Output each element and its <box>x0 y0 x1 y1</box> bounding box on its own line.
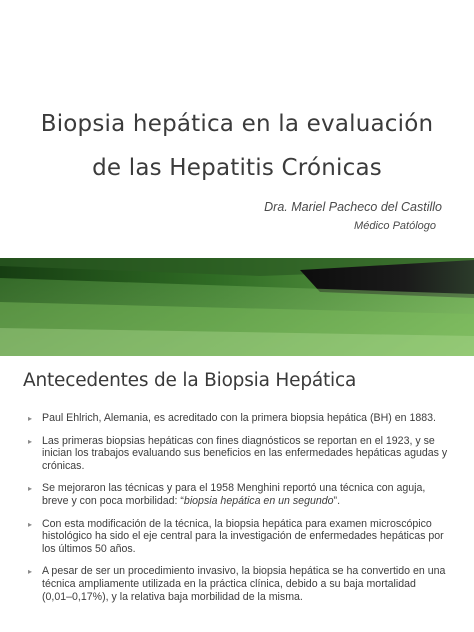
bullet-text: Con esta modificación de la técnica, la biopsia hepática para examen microscópico histológico ha sido el eje central para la investigación de enfermedades hepáticas por los últimos 50 años. <box>42 517 444 555</box>
slide-title-line-2: de las Hepatitis Crónicas <box>92 155 382 181</box>
bullet-item <box>28 482 448 507</box>
slide-title <box>0 102 474 190</box>
bullet-text: Paul Ehlrich, Alemania, es acreditado con la primera biopsia hepática (BH) en 1883. <box>42 412 436 424</box>
triangle-right-icon: ▸ <box>28 519 33 529</box>
bullet-item <box>28 412 448 425</box>
bullet-item <box>28 435 448 473</box>
content-slide <box>0 356 474 632</box>
bullet-list <box>28 412 448 613</box>
triangle-right-icon: ▸ <box>28 567 33 577</box>
bullet-item <box>28 518 448 556</box>
triangle-right-icon: ▸ <box>28 484 33 494</box>
bullet-text: A pesar de ser un procedimiento invasivo, la biopsia hepática se ha convertido en una técnica ampliamente utilizada en la práctica clínica, debido a su baja mortalidad (0,01–0,17%), y la relativa baja morbilidad de la misma. <box>42 565 446 603</box>
triangle-right-icon: ▸ <box>28 436 33 446</box>
green-banner-graphic <box>0 258 474 356</box>
triangle-right-icon: ▸ <box>28 414 33 423</box>
slide-title-line-1: Biopsia hepática en la evaluación <box>40 111 434 137</box>
bullet-text-after: ”. <box>333 494 341 507</box>
bullet-item <box>28 565 448 603</box>
author-name: Dra. Mariel Pacheco del Castillo <box>264 200 442 214</box>
content-slide-title: Antecedentes de la Biopsia Hepática <box>23 370 357 391</box>
bullet-text-before: Se mejoraron las técnicas y para el 1958 Menghini reportó una técnica con aguja, breve y con poca morbilidad: “ <box>42 482 426 507</box>
bullet-text: Las primeras biopsias hepáticas con fines diagnósticos se reportan en el 1923, y se inician los trabajos evaluando sus beneficios en las enfermedades hepáticas agudas y crónicas. <box>42 434 448 472</box>
author-role: Médico Patólogo <box>354 220 436 232</box>
bullet-text-italic: biopsia hepática en un segundo <box>183 494 334 507</box>
